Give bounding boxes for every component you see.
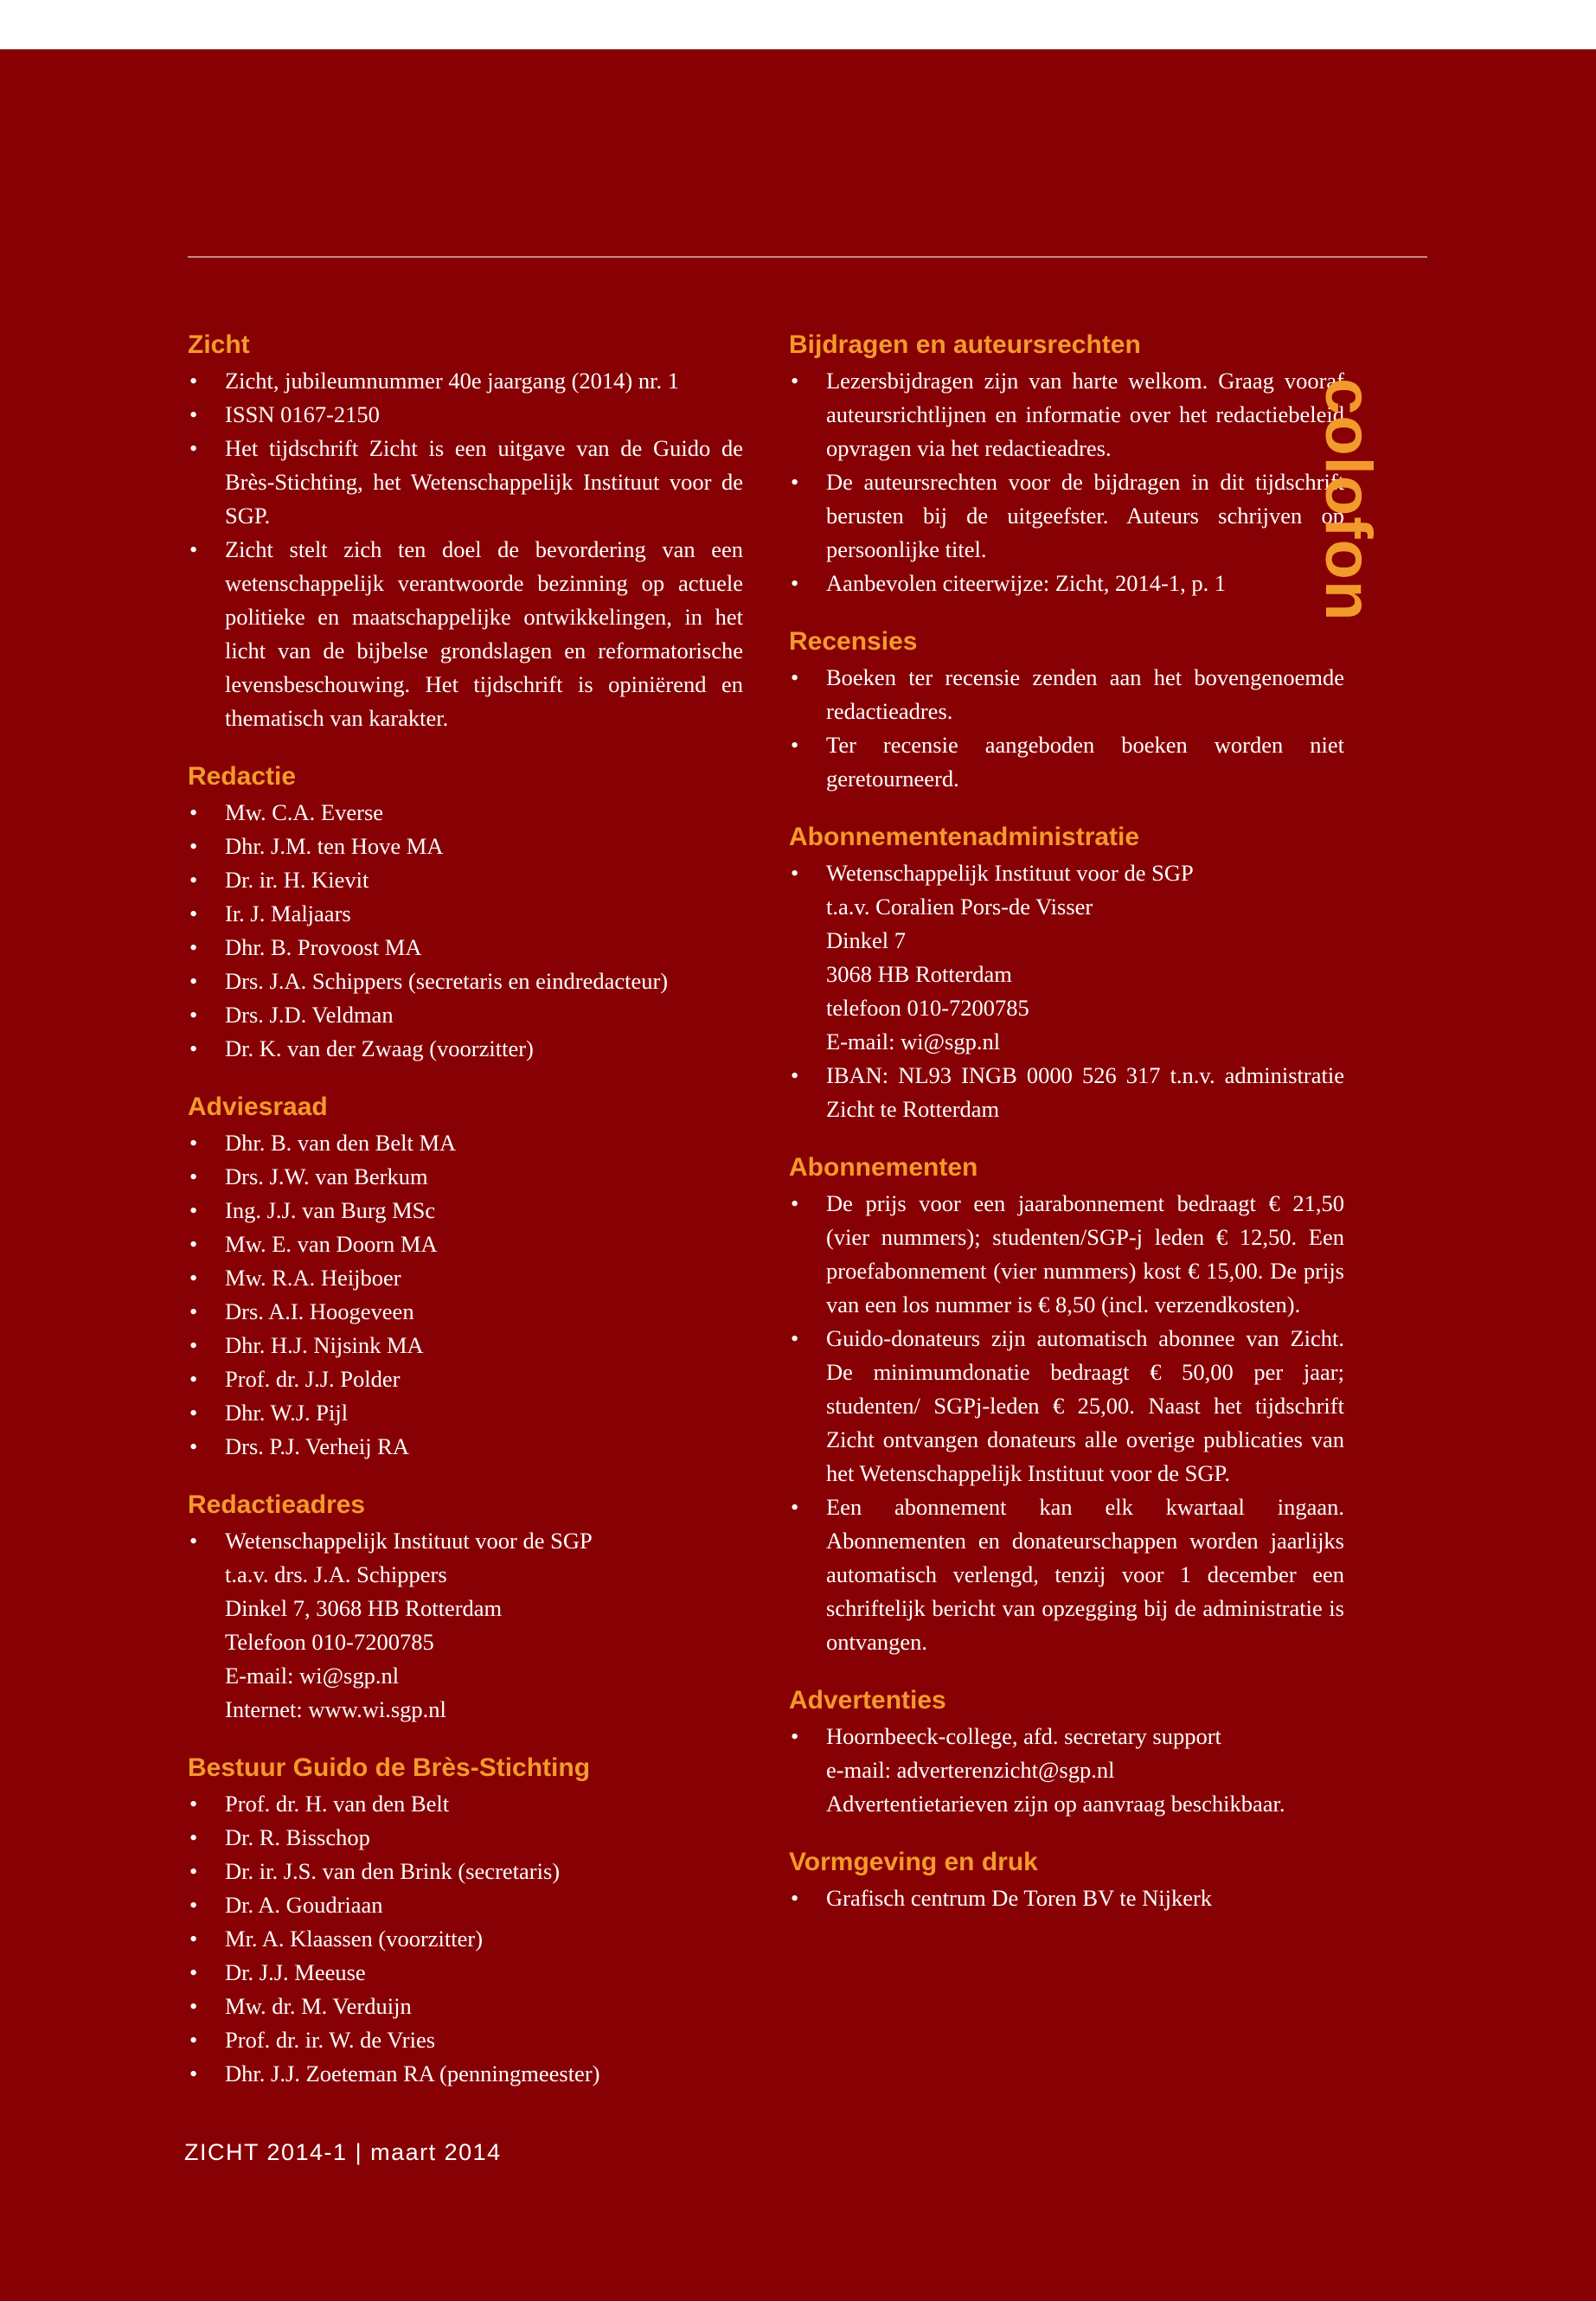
item-list [789, 1187, 1344, 1659]
phone-line: telefoon 010-7200785 [826, 995, 1029, 1021]
section-title: Advertenties [789, 1686, 946, 1715]
list-item: • Mw. dr. M. Verduijn [188, 1990, 743, 2023]
list-item: • Boeken ter recensie zenden aan het bovengenoemde redactieadres. [789, 661, 1344, 728]
section-advertenties [789, 1682, 1344, 1821]
item-list [188, 1126, 743, 1464]
list-item: • Drs. A.I. Hoogeveen [188, 1295, 743, 1329]
list-item: • Dr. A. Goudriaan [188, 1888, 743, 1922]
address-line: • Wetenschappelijk Instituut voor de SGP [826, 860, 1194, 886]
right-column [789, 326, 1344, 1938]
list-item: • Mw. C.A. Everse [188, 796, 743, 830]
list-item: • Dhr. W.J. Pijl [188, 1396, 743, 1430]
address-line: Dinkel 7, 3068 HB Rotterdam [225, 1595, 503, 1621]
list-item: • Dhr. B. van den Belt MA [188, 1126, 743, 1160]
section-title: Abonnementenadministratie [789, 823, 1140, 851]
section-adviesraad [188, 1088, 743, 1464]
list-item: • Dhr. H.J. Nijsink MA [188, 1329, 743, 1362]
email-line: e-mail: adverterenzicht@sgp.nl [826, 1757, 1115, 1783]
section-title: Bestuur Guido de Brès-Stichting [188, 1753, 591, 1782]
section-vormgeving [789, 1843, 1344, 1915]
list-item: • Aanbevolen citeerwijze: Zicht, 2014-1, p. 1 [789, 567, 1344, 600]
list-item: • Guido-donateurs zijn automatisch abonnee van Zicht. De minimumdonatie bedraagt € 50,00 per jaar; studenten/ SGPj-leden € 25,00. Naast het tijdschrift Zicht ontvangen donateurs alle overige publicaties van het Wetenschappelijk Instituut voor de SGP. [789, 1322, 1344, 1490]
list-item: • Mw. E. van Doorn MA [188, 1227, 743, 1261]
item-list [789, 364, 1344, 600]
section-abonnementen [789, 1149, 1344, 1659]
rates-line: Advertentietarieven zijn op aanvraag beschikbaar. [826, 1791, 1285, 1817]
section-redactie [188, 758, 743, 1066]
list-item: • Grafisch centrum De Toren BV te Nijkerk [789, 1881, 1344, 1915]
list-item: • Prof. dr. ir. W. de Vries [188, 2023, 743, 2057]
list-item: • De auteursrechten voor de bijdragen in dit tijdschrift berusten bij de uitgeefster. Auteurs schrijven op persoonlijke titel. [789, 465, 1344, 567]
list-item: • Ing. J.J. van Burg MSc [188, 1194, 743, 1227]
section-bestuur [188, 1749, 743, 2091]
address-line: t.a.v. Coralien Pors-de Visser [826, 894, 1093, 920]
list-item: • Lezersbijdragen zijn van harte welkom. Graag vooraf auteursrichtlijnen en informatie over het redactiebeleid opvragen via het redactieadres. [789, 364, 1344, 465]
list-item: • Prof. dr. H. van den Belt [188, 1787, 743, 1821]
address-line: • Wetenschappelijk Instituut voor de SGP [225, 1528, 593, 1554]
section-title: Adviesraad [188, 1093, 328, 1121]
address-line: Dinkel 7 [826, 927, 906, 953]
section-title: Bijdragen en auteursrechten [789, 330, 1141, 359]
item-list [188, 1524, 743, 1727]
address-line: t.a.v. drs. J.A. Schippers [225, 1561, 447, 1587]
address-item [789, 856, 1344, 1059]
section-title: Redactie [188, 762, 297, 791]
list-item: • Het tijdschrift Zicht is een uitgave van de Guido de Brès-Stichting, het Wetenschappelijk Instituut voor de SGP. [188, 432, 743, 533]
list-item: • Dr. J.J. Meeuse [188, 1956, 743, 1990]
contact-item [789, 1720, 1344, 1821]
item-list [789, 1881, 1344, 1915]
contact-line: • Hoornbeeck-college, afd. secretary support [826, 1723, 1221, 1749]
item-list [789, 856, 1344, 1126]
list-item: • Zicht stelt zich ten doel de bevordering van een wetenschappelijk verantwoorde bezinning op actuele politieke en maatschappelijke ontwikkelingen, in het licht van de bijbelse grondslagen en reformatorische levensbeschouwing. Het tijdschrift is opiniërend en thematisch van karakter. [188, 533, 743, 735]
section-title: Redactieadres [188, 1490, 366, 1519]
address-line: 3068 HB Rotterdam [826, 961, 1012, 987]
list-item: • De prijs voor een jaarabonnement bedraagt € 21,50 (vier nummers); studenten/SGP-j leden € 12,50. Een proefabonnement (vier nummers) kost € 15,00. De prijs van een los nummer is € 8,50 (incl. verzendkosten). [789, 1187, 1344, 1322]
section-abonnementenadministratie [789, 818, 1344, 1126]
section-title: Vormgeving en druk [789, 1848, 1038, 1876]
list-item: • Dhr. B. Provoost MA [188, 931, 743, 965]
list-item: • Ter recensie aangeboden boeken worden niet geretourneerd. [789, 728, 1344, 796]
item-list [789, 661, 1344, 796]
item-list [188, 796, 743, 1066]
list-item: • ISSN 0167-2150 [188, 398, 743, 432]
email-line: E-mail: wi@sgp.nl [225, 1663, 400, 1689]
left-column [188, 326, 743, 2113]
address-item [188, 1524, 743, 1727]
list-item: • Mw. R.A. Heijboer [188, 1261, 743, 1295]
website-line: Internet: www.wi.sgp.nl [225, 1696, 446, 1722]
section-title: Zicht [188, 330, 250, 359]
item-list [789, 1720, 1344, 1821]
list-item: • Dr. ir. H. Kievit [188, 863, 743, 897]
list-item: • Dr. R. Bisschop [188, 1821, 743, 1855]
section-recensies [789, 623, 1344, 796]
list-item: • Dr. K. van der Zwaag (voorzitter) [188, 1032, 743, 1066]
phone-line: Telefoon 010-7200785 [225, 1629, 434, 1655]
section-redactieadres [188, 1486, 743, 1727]
list-item: • Een abonnement kan elk kwartaal ingaan. Abonnementen en donateurschappen worden jaarlijks automatisch verlengd, tenzij voor 1 december een schriftelijk bericht van opzegging bij de administratie is ontvangen. [789, 1490, 1344, 1659]
list-item: • Dr. ir. J.S. van den Brink (secretaris) [188, 1855, 743, 1888]
section-zicht [188, 326, 743, 735]
top-rule [188, 256, 1427, 258]
footer-issue-info: ZICHT 2014-1 | maart 2014 [184, 2139, 502, 2165]
section-bijdragen [789, 326, 1344, 600]
list-item: • Mr. A. Klaassen (voorzitter) [188, 1922, 743, 1956]
list-item: • Drs. J.W. van Berkum [188, 1160, 743, 1194]
list-item: • Dhr. J.J. Zoeteman RA (penningmeester) [188, 2057, 743, 2091]
list-item: • Prof. dr. J.J. Polder [188, 1362, 743, 1396]
section-title: Abonnementen [789, 1153, 978, 1182]
list-item: • Drs. J.A. Schippers (secretaris en eindredacteur) [188, 965, 743, 998]
item-list [188, 1787, 743, 2091]
side-title-colofon: colofon [1311, 378, 1385, 622]
section-title: Recensies [789, 627, 918, 656]
iban-item: • IBAN: NL93 INGB 0000 526 317 t.n.v. administratie Zicht te Rotterdam [789, 1059, 1344, 1126]
list-item: • Drs. J.D. Veldman [188, 998, 743, 1032]
list-item: • Zicht, jubileumnummer 40e jaargang (2014) nr. 1 [188, 364, 743, 398]
colofon-page [0, 49, 1596, 2301]
email-line: E-mail: wi@sgp.nl [826, 1029, 1001, 1054]
list-item: • Drs. P.J. Verheij RA [188, 1430, 743, 1464]
item-list [188, 364, 743, 735]
list-item: • Dhr. J.M. ten Hove MA [188, 830, 743, 863]
list-item: • Ir. J. Maljaars [188, 897, 743, 931]
